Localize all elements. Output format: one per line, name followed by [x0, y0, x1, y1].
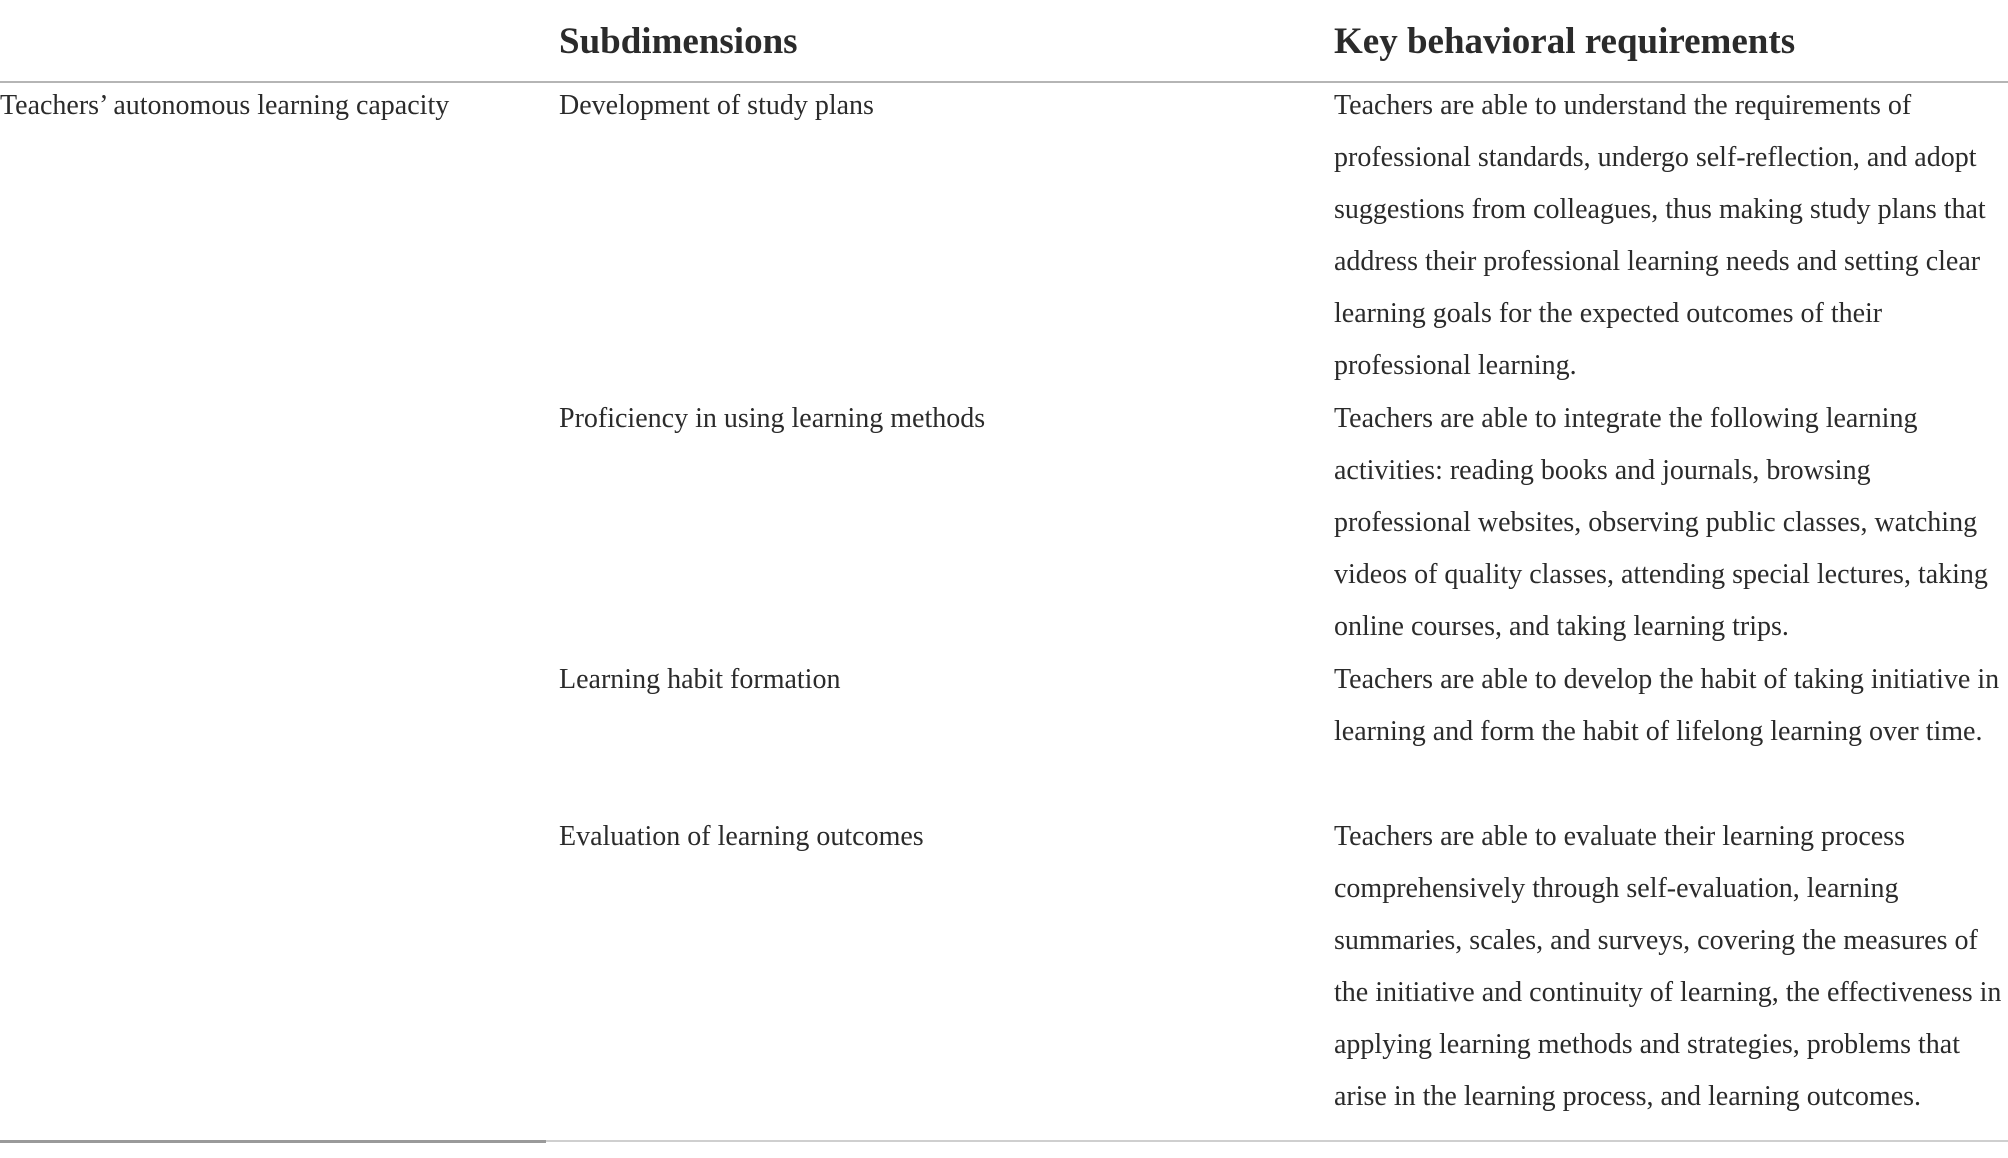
requirement-cell: Teachers are able to develop the habit of taking initiative in learning and form the habit of lifelong learning over time.: [1334, 664, 2000, 747]
requirement-cell: Teachers are able to evaluate their learning process comprehensively through self-evaluation, learning summaries, scales, and surveys, covering the measures of the initiative and continuity of learning, the effectiveness in applying learning methods and strategies, problems that arise in the learning process, and learning outcomes.: [1334, 821, 2002, 1112]
subdimension-cell: Evaluation of learning outcomes: [559, 821, 924, 852]
subdimension-cell: Learning habit formation: [559, 664, 841, 695]
subdimension-cell: Development of study plans: [559, 90, 874, 121]
table-bottom-rule-accent: [0, 1140, 546, 1143]
table-header-row: [0, 0, 2008, 82]
requirement-cell: Teachers are able to understand the requirements of professional standards, undergo self-reflection, and adopt suggestions from colleagues, thus making study plans that address their professional learning needs and setting clear learning goals for the expected outcomes of their professional learning.: [1334, 90, 1986, 381]
header-subdimensions: Subdimensions: [559, 21, 798, 62]
header-key-behavioral-requirements: Key behavioral requirements: [1334, 21, 1796, 62]
dimension-label: Teachers’ autonomous learning capacity: [0, 90, 450, 121]
requirement-cell: Teachers are able to integrate the following learning activities: reading books and journals, browsing professional websites, observing public classes, watching videos of quality classes, attending special lectures, taking online courses, and taking learning trips.: [1334, 403, 1988, 642]
subdimension-cell: Proficiency in using learning methods: [559, 403, 986, 434]
